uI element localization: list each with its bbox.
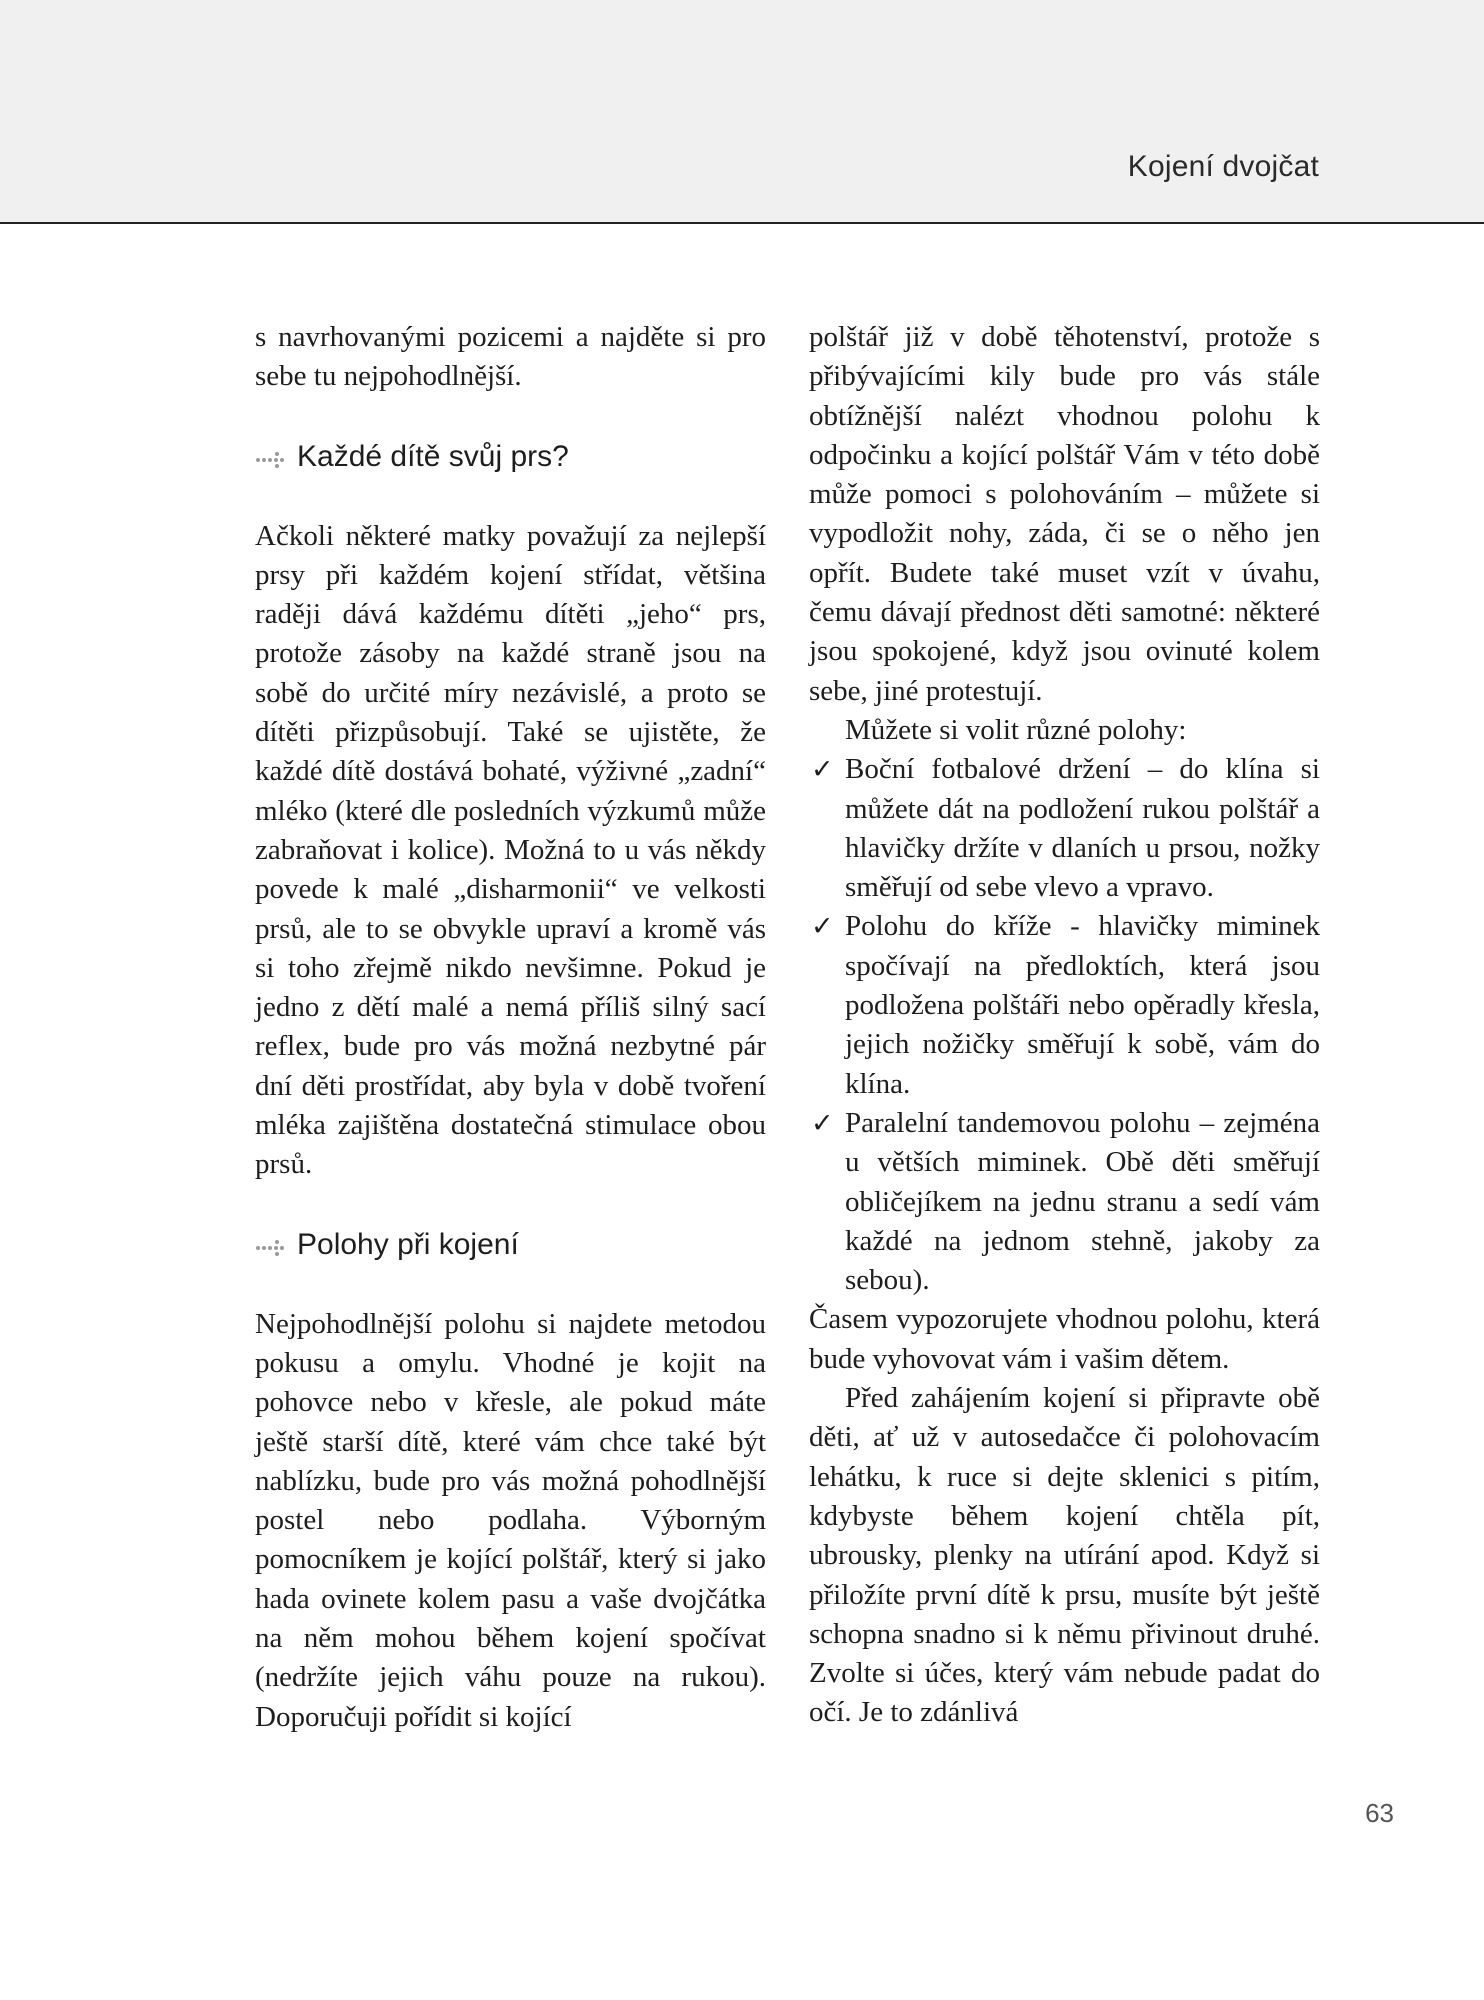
page-number: 63 <box>1365 1798 1394 1828</box>
paragraph: Můžete si volit různé polohy: <box>845 713 1187 746</box>
right-column <box>809 318 1320 1733</box>
paragraph: Nejpohodlnější polohu si najdete metodou pokusu a omylu. Vhodné je kojit na pohovce nebo v křesle, ale pokud máte ještě starší dítě, které vám chce také být nablízku, bude pro vás možná pohodlnější postel nebo podlaha. Výborným pomocníkem je kojící polštář, který si jako hada ovinete kolem pasu a vaše dvojčátka na něm mohou během kojení spočívat (nedržíte jejich váhu pouze na rukou). Doporučuji pořídit si kojící <box>255 1307 766 1733</box>
paragraph: s navrhovanými pozicemi a najděte si pro sebe tu nejpohodlnější. <box>255 321 766 393</box>
checklist-item-text: Paralelní tandemovou polohu – zejména u větších miminek. Obě děti směřují obličejíkem na jednu stranu a sedí vám každé na jednom stehně, jakoby za sebou). <box>845 1106 1320 1297</box>
left-column <box>255 318 766 1737</box>
checkmark-icon: ✓ <box>811 754 834 786</box>
checklist-item-text: Polohu do kříže - hlavičky miminek spočívají na předloktích, která jsou podložena polštáři nebo opěradly křesla, jejich nožičky směřují k sobě, vám do klína. <box>845 910 1320 1100</box>
section-heading-text: Polohy při kojení <box>297 1227 519 1261</box>
paragraph: polštář již v době těhotenství, protože s přibývajícími kily bude pro vás stále obtížnější nalézt vhodnou polohu k odpočinku a kojící polštář Vám v této době může pomoci s polohováním – můžete si vypodložit nohy, záda, či se o něho jen opřít. Budete také muset vzít v úvahu, čemu dávají přednost děti samotné: některé jsou spokojené, když jsou ovinuté kolem sebe, jiné protestují. <box>809 321 1320 707</box>
checkmark-icon: ✓ <box>811 911 834 943</box>
section-heading-text: Každé dítě svůj prs? <box>297 439 569 473</box>
checklist-item-text: Boční fotbalové držení – do klína si můžete dát na podložení rukou polštář a hlavičky držíte v dlaních u prsou, nožky směřují od sebe vlevo a vpravo. <box>845 753 1320 904</box>
checkmark-icon: ✓ <box>811 1107 834 1139</box>
running-head: Kojení dvojčat <box>1127 150 1319 183</box>
paragraph: Časem vypozorujete vhodnou polohu, která bude vyhovovat vám i vašim dětem. <box>809 1303 1320 1375</box>
paragraph: Před zahájením kojení si připravte obě děti, ať už v autosedačce či polohovacím lehátku, k ruce si dejte sklenici s pitím, kdybyste během kojení chtěla pít, ubrousky, plenky na utírání apod. Když si přiložíte první dítě k prsu, musíte být ještě schopna snadno si k němu přivinout druhé. Zvolte si účes, který vám nebude padat do očí. Je to zdánlivá <box>809 1382 1320 1729</box>
checklist <box>809 750 1320 1300</box>
section-heading <box>255 437 766 477</box>
header-band <box>0 0 1484 224</box>
checklist-item <box>809 1104 1320 1300</box>
checklist-item <box>809 907 1320 1103</box>
checklist-item <box>809 750 1320 907</box>
paragraph: Ačkoli některé matky považují za nejlepší prsy při každém kojení střídat, většina raději dává každému dítěti „jeho“ prs, protože zásoby na každé straně jsou na sobě do určité míry nezávislé, a proto se dítěti přizpůsobují. Také se ujistěte, že každé dítě dostává bohaté, výživné „zadní“ mléko (které dle posledních výzkumů může zabraňovat i kolice). Možná to u vás někdy povede k malé „disharmonii“ ve velkosti prsů, ale to se obvykle upraví a kromě vás si toho zřejmě nikdo nevšimne. Pokud je jedno z dětí malé a nemá příliš silný sací reflex, bude pro vás možná nezbytné pár dní děti prostřídat, aby byla v době tvoření mléka zajištěna dostatečná stimulace obou prsů. <box>255 519 766 1181</box>
dotted-arrow-icon <box>255 1238 287 1258</box>
section-heading <box>255 1225 766 1265</box>
dotted-arrow-icon <box>255 450 287 470</box>
